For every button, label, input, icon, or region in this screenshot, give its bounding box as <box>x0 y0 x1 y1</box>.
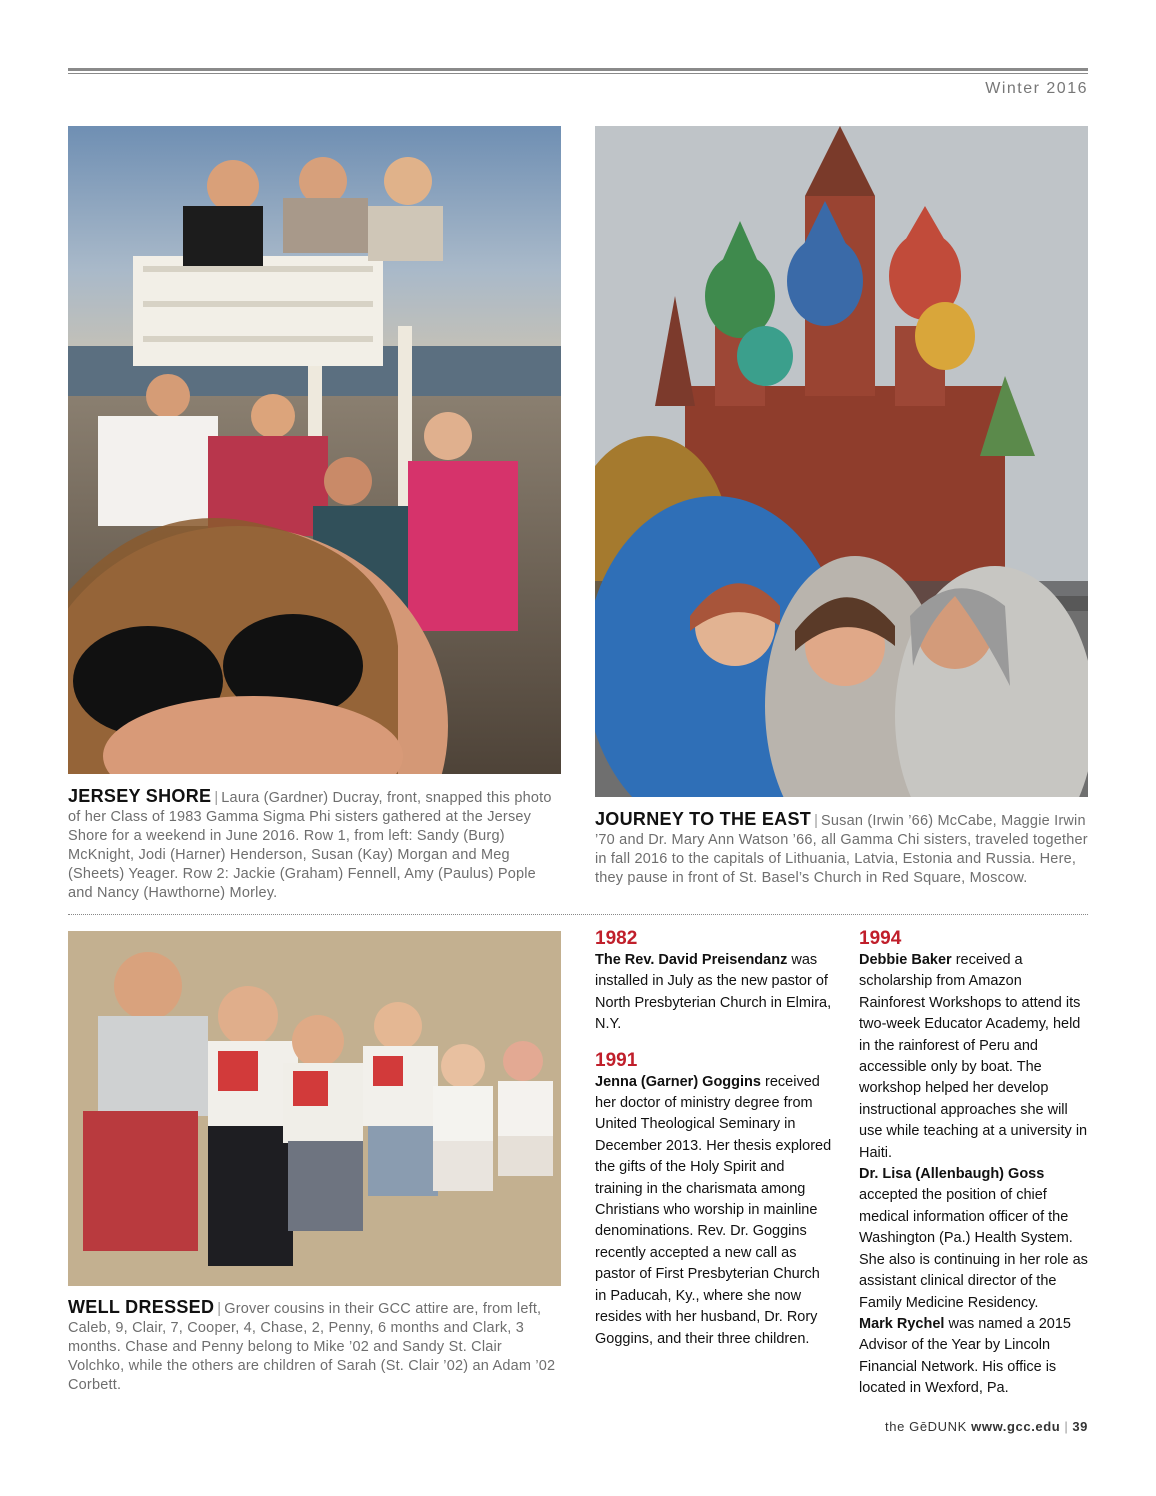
alumni-name: Debbie Baker <box>859 952 952 968</box>
alumni-name: The Rev. David Preisendanz <box>595 952 788 968</box>
class-note <box>859 950 1089 1164</box>
caption-heading: WELL DRESSED <box>68 1297 215 1317</box>
website-link[interactable]: www.gcc.edu <box>971 1419 1061 1434</box>
alumni-name: Mark Rychel <box>859 1315 945 1332</box>
note-text: received her doctor of ministry degree from United Theological Seminary in December 2013. Her thesis explored the gifts of the Holy Spirit and training in the charismata among Christians who worship in mainline denominations. Rev. Dr. Goggins recently accepted a new call as pastor of First Presbyterian Church in Paducah, Ky., where she now resides with her husband, Dr. Rory Goggins, and their three children. <box>595 1073 832 1347</box>
top-rule-thin <box>68 73 1088 74</box>
magazine-name: the GēDUNK <box>885 1419 967 1434</box>
photo-moscow <box>595 126 1088 797</box>
year-heading: 1982 <box>595 928 638 949</box>
note-text: was installed in July as the new pastor of North Presbyterian Church in Elmira, N.Y. <box>595 952 832 1033</box>
class-note <box>859 1314 1089 1400</box>
year-heading: 1994 <box>859 928 902 949</box>
note-text: received a scholarship from Amazon Rainforest Workshops to attend its two-week Educator Academy, held in the rainforest of Peru and accessible only by boat. The workshop helped her develop instructional approaches she will use while teaching at a university in Haiti. <box>859 952 1088 1161</box>
dotted-divider <box>68 914 1088 915</box>
jersey-shore-image <box>68 126 561 774</box>
page-number: 39 <box>1072 1419 1088 1434</box>
class-note <box>595 1072 835 1350</box>
caption-separator: | <box>814 813 819 829</box>
class-note <box>859 1164 1089 1314</box>
issue-label: Winter 2016 <box>985 80 1088 97</box>
caption-text: Grover cousins in their GCC attire are, from left, Caleb, 9, Clair, 7, Cooper, 4, Chase, 2, Penny, 6 months and Clark, 3 months. Chase and Penny belong to Mike ’02 and Sandy St. Clair Volchko, while the others are children of Sarah (St. Clair ’02) an Adam ’02 Corbett. <box>68 1301 556 1393</box>
page-footer <box>885 1419 1088 1434</box>
photo-jersey-shore <box>68 126 561 774</box>
year-heading: 1991 <box>595 1049 638 1071</box>
caption-text: Laura (Gardner) Ducray, front, snapped this photo of her Class of 1983 Gamma Sigma Phi sisters gathered at the Jersey Shore for a weekend in June 2016. Row 1, from left: Sandy (Burg) McKnight, Jodi (Harner) Henderson, Susan (Kay) Morgan and Meg (Sheets) Yeager. Row 2: Jackie (Graham) Fennell, Amy (Paulus) Pople and Nancy (Hawthorne) Morley. <box>68 790 552 901</box>
top-rule <box>68 68 1088 71</box>
caption-separator: | <box>217 1301 222 1317</box>
caption-jersey-shore <box>68 787 561 903</box>
footer-separator: | <box>1064 1419 1069 1434</box>
caption-heading: JOURNEY TO THE EAST <box>595 809 812 829</box>
alumni-name: Jenna (Garner) Goggins <box>595 1073 761 1090</box>
caption-heading: JERSEY SHORE <box>68 786 212 806</box>
note-text: accepted the position of chief medical information officer of the Washington (Pa.) Health System. She also is continuing in her role as assistant clinical director of the Family Medicine Residency. <box>859 1187 1088 1311</box>
caption-well-dressed <box>68 1298 561 1395</box>
class-notes-column-2 <box>859 928 1089 1400</box>
photo-well-dressed <box>68 931 561 1286</box>
cousins-image <box>68 931 561 1286</box>
caption-text: Susan (Irwin ’66) McCabe, Maggie Irwin ’70 and Dr. Mary Ann Watson ’66, all Gamma Chi sisters, traveled together in fall 2016 to the capitals of Lithuania, Latvia, Estonia and Russia. Here, they pause in front of St. Basel’s Church in Red Square, Moscow. <box>595 813 1088 886</box>
class-notes-column-1 <box>595 928 835 1350</box>
caption-separator: | <box>214 790 219 806</box>
note-text: was named a 2015 Advisor of the Year by Lincoln Financial Network. His office is located in Wexford, Pa. <box>859 1315 1071 1397</box>
moscow-image <box>595 126 1088 797</box>
class-note <box>595 950 835 1036</box>
alumni-name: Dr. Lisa (Allenbaugh) Goss <box>859 1166 1045 1183</box>
caption-journey-east <box>595 810 1088 888</box>
